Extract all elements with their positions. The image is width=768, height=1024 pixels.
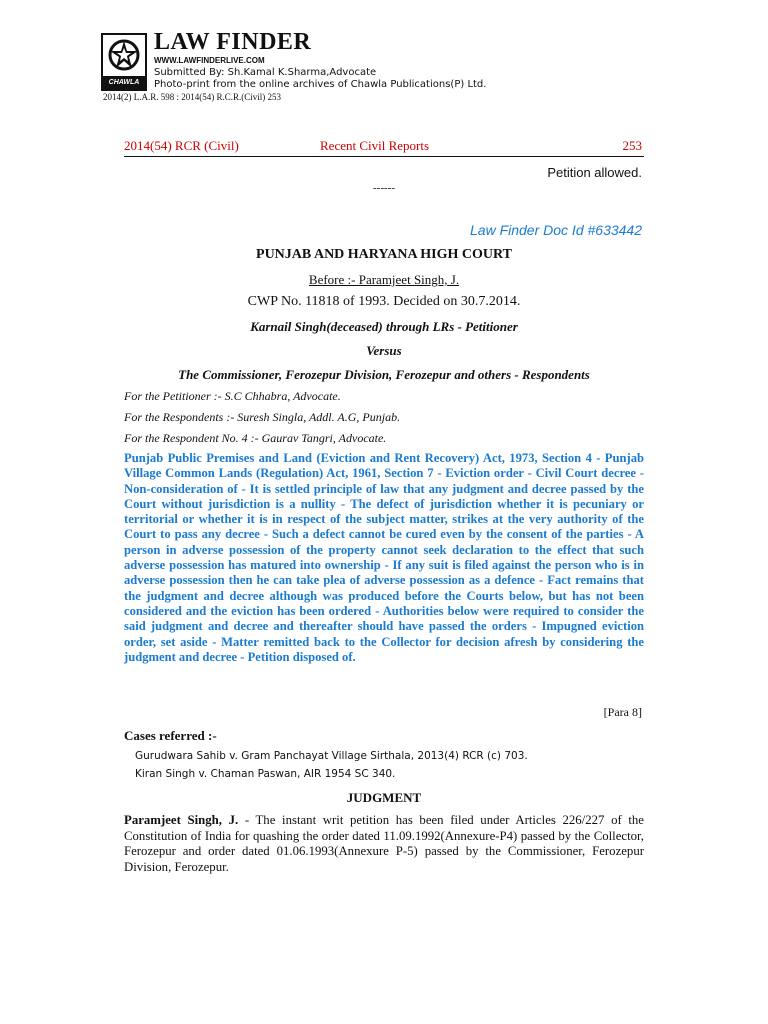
respondents: The Commissioner, Ferozepur Division, Ferozepur and others - Respondents: [178, 367, 590, 382]
cases-referred-heading: Cases referred :-: [124, 728, 217, 743]
judge-name: Paramjeet Singh, J.: [124, 813, 239, 827]
headnote: Punjab Public Premises and Land (Eviction and Rent Recovery) Act, 1973, Section 4 - Punjab Village Common Lands (Regulation) Act, 1961, Section 7 - Eviction order - Civil Court decree - Non-consideration of - It is settled principle of law that any judgment and decree passed by the Court without jurisdiction is a nullity - The defect of jurisdiction whether it is pecuniary or territorial or whether it is in respect of the subject matter, strikes at the very authority of the Court to pass any decree - Such a defect cannot be cured even by the consent of the parties - A person in adverse possession of the property cannot seek declaration to the effect that such adverse possession has matured into ownership - If any suit is filed against the person who is in adverse possession then he can take plea of adverse possession as a defence - Fact remains that the judgment and decree although was produced before the Courts below, but has not been considered and the eviction has been ordered - Authorities below were required to consider the said judgment and decree and thereafter should have passed the orders - Impugned eviction order, set aside - Matter remitted back to the Collector for decision afresh by considering the judgment and decree - Petition disposed of.: [124, 451, 644, 664]
counsel-respondent-4: For the Respondent No. 4 :- Gaurav Tangri, Advocate.: [124, 431, 387, 445]
law-finder-logo: [101, 33, 147, 91]
star-icon: [106, 37, 142, 75]
judgment-paragraph: [124, 813, 644, 875]
case-number: CWP No. 11818 of 1993. Decided on 30.7.2014.: [247, 294, 521, 309]
petitioner: Karnail Singh(deceased) through LRs - Petitioner: [250, 319, 518, 334]
brand-title: LAW FINDER: [154, 29, 312, 55]
submitted-by: Submitted By: Sh.Kamal K.Sharma,Advocate: [154, 67, 377, 78]
court-name: PUNJAB AND HARYANA HIGH COURT: [256, 247, 512, 262]
running-head-center: Recent Civil Reports: [320, 138, 430, 153]
case-reference-2: Kiran Singh v. Chaman Paswan, AIR 1954 SC 340.: [135, 768, 396, 780]
running-head-page: 253: [622, 138, 642, 153]
brand-url: WWW.LAWFINDERLIVE.COM: [154, 56, 265, 65]
separator-dashes: ------: [373, 182, 395, 194]
running-head-left: 2014(54) RCR (Civil): [124, 138, 239, 153]
counsel-petitioner: For the Petitioner :- S.C Chhabra, Advocate.: [124, 389, 341, 403]
bench: Before :- Paramjeet Singh, J.: [308, 272, 460, 287]
photoprint-note: Photo-print from the online archives of Chawla Publications(P) Ltd.: [154, 79, 487, 90]
header-rule: [124, 156, 644, 157]
case-reference-1: Gurudwara Sahib v. Gram Panchayat Village Sirthala, 2013(4) RCR (c) 703.: [135, 750, 528, 762]
judgment-text: - The instant writ petition has been filed under Articles 226/227 of the Constitution of India for quashing the order dated 11.09.1992(Annexure-P4) passed by the Collector, Ferozepur and order dated 01.06.1993(Annexure P-5) passed by the Commissioner, Ferozepur Division, Ferozepur.: [124, 813, 644, 874]
para-reference: [Para 8]: [603, 705, 642, 719]
petition-allowed: Petition allowed.: [547, 165, 642, 180]
judgment-heading: JUDGMENT: [346, 790, 422, 805]
logo-band: CHAWLA: [103, 76, 145, 89]
counsel-respondents: For the Respondents :- Suresh Singla, Addl. A.G, Punjab.: [124, 410, 401, 424]
versus: Versus: [366, 343, 402, 358]
doc-id[interactable]: Law Finder Doc Id #633442: [470, 222, 642, 238]
citation-line: 2014(2) L.A.R. 598 : 2014(54) R.C.R.(Civil) 253: [103, 92, 281, 102]
